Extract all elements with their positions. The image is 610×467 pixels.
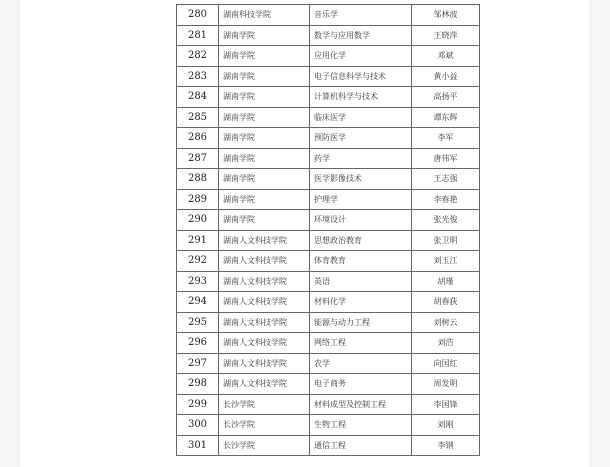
person-name-cell: 黄小益	[412, 66, 480, 87]
school-cell: 长沙学院	[219, 435, 310, 456]
school-cell: 湖南学院	[219, 128, 310, 149]
row-number: 301	[177, 435, 219, 456]
person-name-cell: 王晓萍	[412, 25, 480, 46]
table-row	[177, 148, 480, 169]
person-name-cell: 李国锋	[412, 394, 480, 415]
awardee-table-body	[177, 5, 480, 456]
person-name-cell: 李春艳	[412, 189, 480, 210]
major-cell: 电子信息科学与技术	[310, 66, 412, 87]
row-number: 289	[177, 189, 219, 210]
row-number: 288	[177, 169, 219, 190]
major-cell: 环境设计	[310, 210, 412, 231]
awardee-table	[176, 4, 480, 456]
school-cell: 湖南人文科技学院	[219, 353, 310, 374]
school-cell: 湖南人文科技学院	[219, 312, 310, 333]
major-cell: 电子商务	[310, 374, 412, 395]
table-row	[177, 333, 480, 354]
table-row	[177, 394, 480, 415]
table-row	[177, 210, 480, 231]
row-number: 294	[177, 292, 219, 313]
person-name-cell: 刘树云	[412, 312, 480, 333]
school-cell: 湖南学院	[219, 25, 310, 46]
table-row	[177, 25, 480, 46]
person-name-cell: 谭东辉	[412, 107, 480, 128]
row-number: 285	[177, 107, 219, 128]
table-row	[177, 46, 480, 67]
person-name-cell: 刘玉江	[412, 251, 480, 272]
person-name-cell: 李钢	[412, 435, 480, 456]
row-number: 292	[177, 251, 219, 272]
school-cell: 湖南人文科技学院	[219, 271, 310, 292]
row-number: 297	[177, 353, 219, 374]
major-cell: 计算机科学与技术	[310, 87, 412, 108]
school-cell: 湖南人文科技学院	[219, 292, 310, 313]
row-number: 282	[177, 46, 219, 67]
table-row	[177, 128, 480, 149]
row-number: 293	[177, 271, 219, 292]
person-name-cell: 张卫明	[412, 230, 480, 251]
person-name-cell: 邓斌	[412, 46, 480, 67]
major-cell: 生物工程	[310, 415, 412, 436]
table-row	[177, 189, 480, 210]
major-cell: 药学	[310, 148, 412, 169]
school-cell: 湖南人文科技学院	[219, 230, 310, 251]
person-name-cell: 胡瑾	[412, 271, 480, 292]
table-row	[177, 435, 480, 456]
major-cell: 材料化学	[310, 292, 412, 313]
row-number: 298	[177, 374, 219, 395]
school-cell: 湖南学院	[219, 148, 310, 169]
table-row	[177, 251, 480, 272]
row-number: 287	[177, 148, 219, 169]
school-cell: 湖南学院	[219, 87, 310, 108]
person-name-cell: 邹林波	[412, 5, 480, 26]
row-number: 291	[177, 230, 219, 251]
row-number: 295	[177, 312, 219, 333]
school-cell: 湖南学院	[219, 169, 310, 190]
document-page	[20, 0, 590, 467]
person-name-cell: 刘浩	[412, 333, 480, 354]
major-cell: 能源与动力工程	[310, 312, 412, 333]
table-row	[177, 5, 480, 26]
person-name-cell: 周发明	[412, 374, 480, 395]
table-row	[177, 66, 480, 87]
school-cell: 长沙学院	[219, 394, 310, 415]
table-row	[177, 415, 480, 436]
table-row	[177, 87, 480, 108]
school-cell: 湖南人文科技学院	[219, 251, 310, 272]
school-cell: 湖南科技学院	[219, 5, 310, 26]
row-number: 300	[177, 415, 219, 436]
row-number: 299	[177, 394, 219, 415]
table-row	[177, 374, 480, 395]
table-row	[177, 312, 480, 333]
table-row	[177, 169, 480, 190]
row-number: 281	[177, 25, 219, 46]
major-cell: 网络工程	[310, 333, 412, 354]
major-cell: 体育教育	[310, 251, 412, 272]
row-number: 290	[177, 210, 219, 231]
table-row	[177, 271, 480, 292]
person-name-cell: 张光俊	[412, 210, 480, 231]
major-cell: 思想政治教育	[310, 230, 412, 251]
school-cell: 湖南学院	[219, 189, 310, 210]
person-name-cell: 王志强	[412, 169, 480, 190]
row-number: 283	[177, 66, 219, 87]
major-cell: 音乐学	[310, 5, 412, 26]
school-cell: 湖南学院	[219, 107, 310, 128]
table-row	[177, 230, 480, 251]
major-cell: 预防医学	[310, 128, 412, 149]
person-name-cell: 向国红	[412, 353, 480, 374]
person-name-cell: 李军	[412, 128, 480, 149]
major-cell: 农学	[310, 353, 412, 374]
major-cell: 材料成型及控制工程	[310, 394, 412, 415]
row-number: 284	[177, 87, 219, 108]
major-cell: 英语	[310, 271, 412, 292]
row-number: 296	[177, 333, 219, 354]
school-cell: 湖南人文科技学院	[219, 333, 310, 354]
person-name-cell: 刘刚	[412, 415, 480, 436]
person-name-cell: 高扬平	[412, 87, 480, 108]
table-row	[177, 292, 480, 313]
row-number: 280	[177, 5, 219, 26]
table-row	[177, 353, 480, 374]
major-cell: 数学与应用数学	[310, 25, 412, 46]
school-cell: 长沙学院	[219, 415, 310, 436]
school-cell: 湖南学院	[219, 66, 310, 87]
school-cell: 湖南学院	[219, 46, 310, 67]
major-cell: 应用化学	[310, 46, 412, 67]
school-cell: 湖南人文科技学院	[219, 374, 310, 395]
major-cell: 通信工程	[310, 435, 412, 456]
major-cell: 医学影像技术	[310, 169, 412, 190]
major-cell: 护理学	[310, 189, 412, 210]
person-name-cell: 胡春荻	[412, 292, 480, 313]
row-number: 286	[177, 128, 219, 149]
person-name-cell: 唐伟军	[412, 148, 480, 169]
school-cell: 湖南学院	[219, 210, 310, 231]
major-cell: 临床医学	[310, 107, 412, 128]
table-row	[177, 107, 480, 128]
